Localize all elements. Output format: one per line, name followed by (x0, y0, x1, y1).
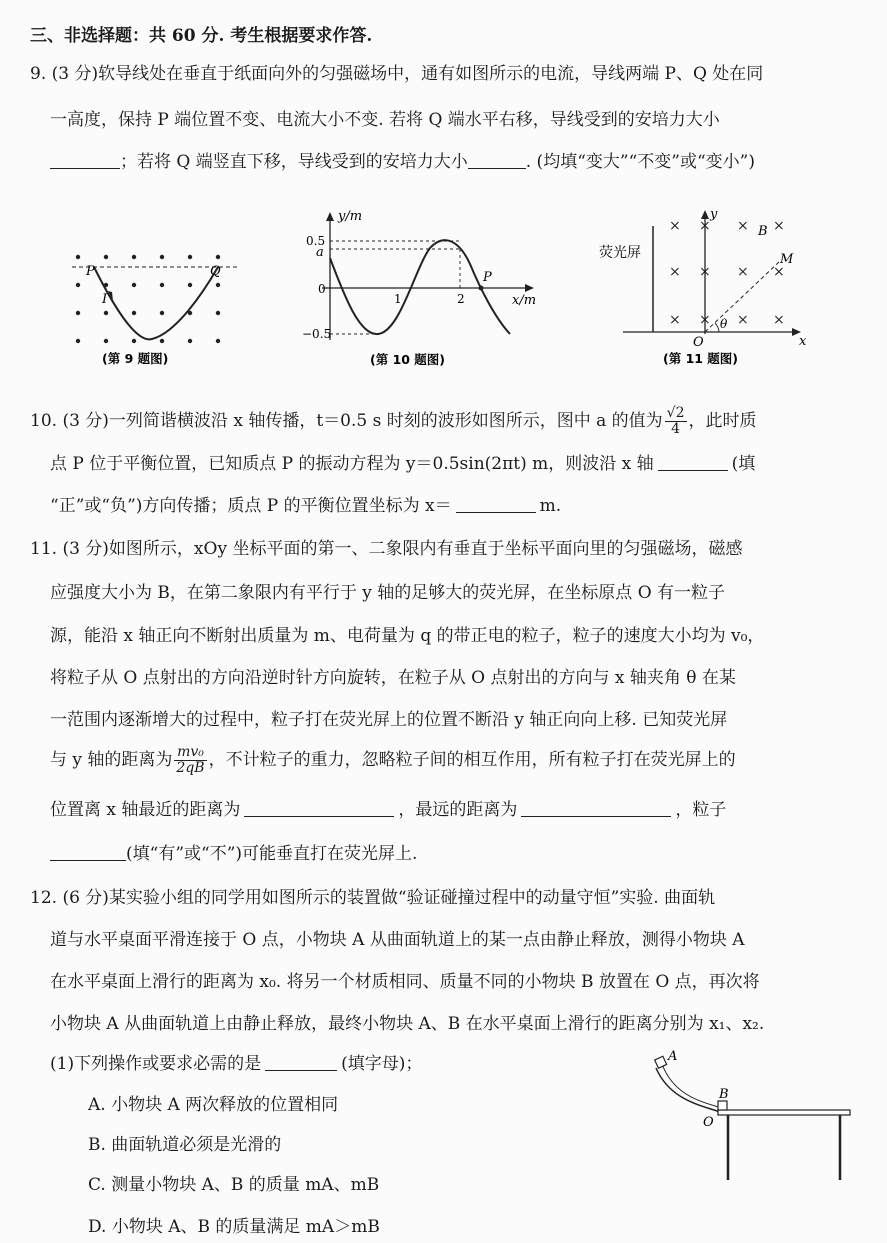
field-dot (188, 255, 192, 259)
q11-blank-1[interactable] (244, 798, 394, 817)
q11-label-O: O (693, 335, 704, 350)
field-cross: × (699, 312, 711, 328)
q10-blank-2[interactable] (456, 494, 536, 513)
q11-blank-2[interactable] (521, 798, 671, 817)
field-cross: × (737, 264, 749, 280)
field-dot (160, 283, 164, 287)
q9-blank-1[interactable] (50, 150, 120, 169)
q9-line1: 9. (3 分)软导线处在垂直于纸面向外的匀强磁场中，通有如图所示的电流，导线两端 P、Q 处在同 (30, 64, 764, 84)
q12-label-B: B (719, 1087, 729, 1102)
q10-tick-minus-0.5: −0.5 (302, 327, 332, 341)
field-cross: × (669, 218, 681, 234)
q10-y-axis-label: y/m (338, 209, 363, 224)
q10-tick-0.5: 0.5 (306, 234, 326, 248)
q11-label-theta: θ (720, 317, 728, 331)
q12-sub1: (1)下列操作或要求必需的是 (填字母)； (50, 1054, 423, 1074)
field-dot (160, 255, 164, 259)
q11-caption: (第 11 题图) (663, 351, 739, 366)
field-dot (216, 311, 220, 315)
q10-line3: “正”或“负”)方向传播；质点 P 的平衡位置坐标为 x＝ m. (50, 496, 562, 516)
field-dot (132, 283, 136, 287)
field-dot (216, 339, 220, 343)
q10-tick-1: 1 (394, 292, 402, 306)
q10-fraction: $\frac{√2}{4}$ (666, 405, 685, 437)
figure-11 (593, 206, 813, 374)
section-title: 三、非选择题：共 60 分. 考生根据要求作答. (30, 26, 373, 46)
field-dot (132, 255, 136, 259)
field-cross: × (669, 312, 681, 328)
field-cross: × (699, 218, 711, 234)
q12-option-B: B. 曲面轨道必须是光滑的 (88, 1135, 282, 1155)
field-dot (132, 339, 136, 343)
q11-line7: 位置离 x 轴最近的距离为 ，最远的距离为 ，粒子 (50, 800, 727, 820)
q10-tick-2: 2 (457, 292, 465, 306)
q11-blank-3[interactable] (50, 842, 126, 861)
q10-tick-0: 0 (318, 282, 326, 296)
q11-line5: 一范围内逐渐增大的过程中，粒子打在荧光屏上的位置不断沿 y 轴正向向上移. 已知荧光屏 (50, 710, 728, 730)
q11-label-B: B (758, 224, 768, 239)
field-cross: × (669, 264, 681, 280)
figure-10 (300, 208, 540, 373)
q12-line3: 在水平桌面上滑行的距离为 x₀. 将另一个材质相同、质量不同的小物块 B 放置在 O 点，再次将 (50, 972, 760, 992)
q12-option-D: D. 小物块 A、B 的质量满足 mA＞mB (88, 1217, 380, 1237)
q11-line8: (填“有”或“不”)可能垂直打在荧光屏上. (50, 842, 417, 866)
q9-blank-2[interactable] (468, 150, 526, 169)
q11-line2: 应强度大小为 B，在第二象限内有平行于 y 轴的足够大的荧光屏，在坐标原点 O 有一粒子 (50, 583, 726, 603)
q12-label-O: O (703, 1115, 714, 1130)
q11-label-M: M (780, 252, 794, 267)
field-cross: × (773, 218, 785, 234)
field-cross: × (773, 264, 785, 280)
field-dot (76, 255, 80, 259)
field-dot (132, 311, 136, 315)
q11-line3: 源，能沿 x 轴正向不断射出质量为 m、电荷量为 q 的带正电的粒子，粒子的速度大小均为 v₀， (50, 626, 765, 646)
q11-label-x: x (799, 334, 807, 349)
q12-option-A: A. 小物块 A 两次释放的位置相同 (88, 1095, 339, 1115)
field-dot (216, 283, 220, 287)
field-dot (104, 311, 108, 315)
field-dot (76, 339, 80, 343)
field-dot (188, 283, 192, 287)
field-dot (216, 255, 220, 259)
q10-tick-a: a (316, 245, 324, 260)
q12-line4: 小物块 A 从曲面轨道上由静止释放，最终小物块 A、B 在水平桌面上滑行的距离分别为 x₁、x₂. (50, 1014, 765, 1034)
field-cross: × (773, 312, 785, 328)
q12-option-C: C. 测量小物块 A、B 的质量 mA、mB (88, 1175, 380, 1195)
field-dot (160, 311, 164, 315)
field-dot (104, 255, 108, 259)
q12-blank-1[interactable] (265, 1052, 337, 1071)
figure-12 (640, 1050, 860, 1190)
q9-label-P: P (86, 264, 95, 279)
q11-line6: 与 y 轴的距离为 $\frac{\text{mv₀}}{2qB}$ ，不计粒子的重力，忽略粒子间的相互作用，所有粒子打在荧光屏上的 (50, 744, 736, 776)
q9-caption: (第 9 题图) (102, 351, 169, 366)
field-dot (76, 283, 80, 287)
q11-label-y: y (710, 207, 718, 222)
q10-line1: 10. (3 分)一列简谐横波沿 x 轴传播，t＝0.5 s 时刻的波形如图所示，图中 a 的值为 $\frac{√2}{4}$ ，此时质 (30, 405, 757, 437)
field-cross: × (699, 264, 711, 280)
field-dot (188, 339, 192, 343)
q11-line4: 将粒子从 O 点射出的方向沿逆时针方向旋转，在粒子从 O 点射出的方向与 x 轴夹角 θ 在某 (50, 668, 736, 688)
field-cross: × (737, 218, 749, 234)
field-dot (160, 339, 164, 343)
field-dot (76, 311, 80, 315)
q11-line1: 11. (3 分)如图所示，xOy 坐标平面的第一、二象限内有垂直于坐标平面向里的匀强磁场，磁感 (30, 539, 743, 559)
figure-9 (68, 245, 243, 370)
q12-line2: 道与水平桌面平滑连接于 O 点，小物块 A 从曲面轨道上的某一点由静止释放，测得小物块 A (50, 930, 745, 950)
field-dot (104, 339, 108, 343)
q9-label-Q: Q (210, 264, 221, 279)
q9-line3: ；若将 Q 端竖直下移，导线受到的安培力大小 . (均填“变大”“不变”或“变小”) (50, 150, 755, 174)
q10-x-axis-label: x/m (512, 293, 537, 308)
q11-fraction: $\frac{\text{mv₀}}{2qB}$ (176, 744, 205, 776)
q10-caption: (第 10 题图) (370, 352, 446, 367)
q12-label-A: A (668, 1050, 678, 1064)
q9-line2: 一高度，保持 P 端位置不变、电流大小不变. 若将 Q 端水平右移，导线受到的安培力大小 (50, 110, 720, 130)
q11-screen-label: 荧光屏 (599, 245, 641, 261)
q10-line2: 点 P 位于平衡位置，已知质点 P 的振动方程为 y＝0.5sin(2πt) m，则波沿 x 轴 (填 (50, 454, 756, 474)
q12-line1: 12. (6 分)某实验小组的同学用如图所示的装置做“验证碰撞过程中的动量守恒”实验. 曲面轨 (30, 888, 716, 908)
q10-label-P: P (483, 270, 492, 285)
q10-blank-1[interactable] (658, 452, 728, 471)
q9-label-I: I (102, 292, 108, 307)
field-cross: × (737, 312, 749, 328)
